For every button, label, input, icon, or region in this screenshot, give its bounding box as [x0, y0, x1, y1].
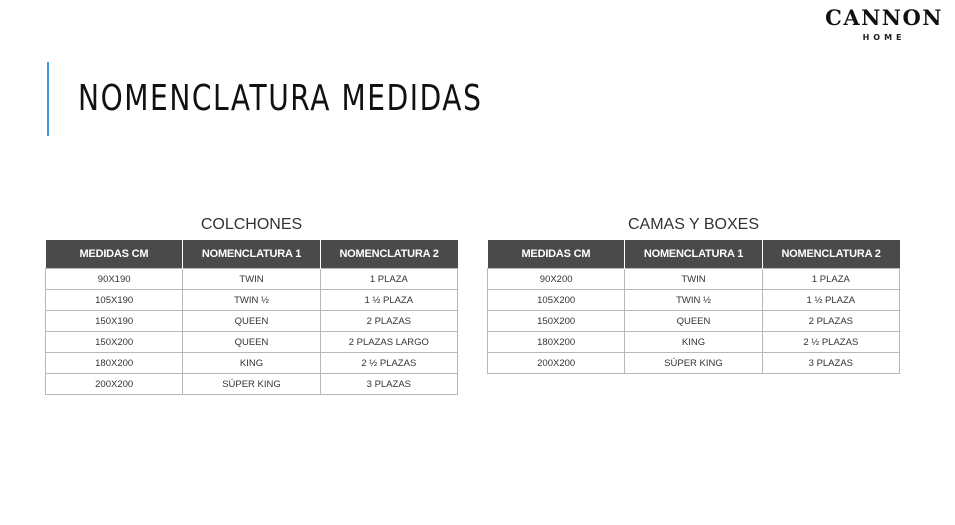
cell-nomenclatura-1: TWIN ½ — [625, 290, 762, 311]
page-title: NOMENCLATURA MEDIDAS — [78, 78, 483, 119]
table-row — [488, 269, 900, 290]
table-header-row — [46, 240, 458, 269]
cell-nomenclatura-1: QUEEN — [183, 332, 320, 353]
header-nomenclatura-1: NOMENCLATURA 1 — [183, 240, 320, 269]
cell-nomenclatura-2: 1 ½ PLAZA — [320, 290, 457, 311]
camas-section — [487, 212, 900, 374]
cell-nomenclatura-1: KING — [625, 332, 762, 353]
cell-medidas: 180X200 — [46, 353, 183, 374]
table-row — [46, 290, 458, 311]
cell-nomenclatura-2: 1 PLAZA — [762, 269, 899, 290]
cell-nomenclatura-2: 3 PLAZAS — [320, 374, 457, 395]
cell-nomenclatura-2: 2 ½ PLAZAS — [762, 332, 899, 353]
cell-medidas: 200X200 — [46, 374, 183, 395]
table-row — [46, 353, 458, 374]
header-nomenclatura-2: NOMENCLATURA 2 — [762, 240, 899, 269]
cell-nomenclatura-2: 2 PLAZAS LARGO — [320, 332, 457, 353]
brand-name: CANNON — [825, 5, 943, 30]
cell-medidas: 105X190 — [46, 290, 183, 311]
colchones-table — [45, 240, 458, 395]
cell-medidas: 150X200 — [488, 311, 625, 332]
cell-nomenclatura-1: KING — [183, 353, 320, 374]
table-header-row — [488, 240, 900, 269]
cell-nomenclatura-1: SÚPER KING — [625, 353, 762, 374]
cell-nomenclatura-2: 3 PLAZAS — [762, 353, 899, 374]
header-medidas: MEDIDAS CM — [488, 240, 625, 269]
camas-title: CAMAS Y BOXES — [627, 216, 759, 233]
cell-medidas: 90X200 — [488, 269, 625, 290]
table-row — [488, 290, 900, 311]
cell-medidas: 150X200 — [46, 332, 183, 353]
cell-medidas: 200X200 — [488, 353, 625, 374]
header-nomenclatura-1: NOMENCLATURA 1 — [625, 240, 762, 269]
cell-nomenclatura-1: QUEEN — [625, 311, 762, 332]
header-nomenclatura-2: NOMENCLATURA 2 — [320, 240, 457, 269]
cell-medidas: 105X200 — [488, 290, 625, 311]
colchones-section — [45, 212, 458, 395]
cell-medidas: 180X200 — [488, 332, 625, 353]
header-medidas: MEDIDAS CM — [46, 240, 183, 269]
cell-nomenclatura-1: TWIN — [183, 269, 320, 290]
cell-nomenclatura-2: 2 PLAZAS — [762, 311, 899, 332]
camas-table — [487, 240, 900, 374]
brand-logo — [825, 6, 943, 44]
cell-nomenclatura-1: TWIN — [625, 269, 762, 290]
table-row — [46, 374, 458, 395]
cell-medidas: 150X190 — [46, 311, 183, 332]
table-row — [488, 353, 900, 374]
cell-nomenclatura-2: 1 ½ PLAZA — [762, 290, 899, 311]
table-row — [488, 311, 900, 332]
cell-medidas: 90X190 — [46, 269, 183, 290]
table-row — [488, 332, 900, 353]
cell-nomenclatura-2: 2 PLAZAS — [320, 311, 457, 332]
cell-nomenclatura-1: SÚPER KING — [183, 374, 320, 395]
title-accent-bar — [47, 62, 49, 136]
brand-sub: HOME — [862, 33, 906, 42]
cell-nomenclatura-2: 1 PLAZA — [320, 269, 457, 290]
cell-nomenclatura-1: TWIN ½ — [183, 290, 320, 311]
cell-nomenclatura-1: QUEEN — [183, 311, 320, 332]
table-row — [46, 311, 458, 332]
table-row — [46, 269, 458, 290]
table-row — [46, 332, 458, 353]
colchones-title: COLCHONES — [200, 216, 303, 233]
cell-nomenclatura-2: 2 ½ PLAZAS — [320, 353, 457, 374]
